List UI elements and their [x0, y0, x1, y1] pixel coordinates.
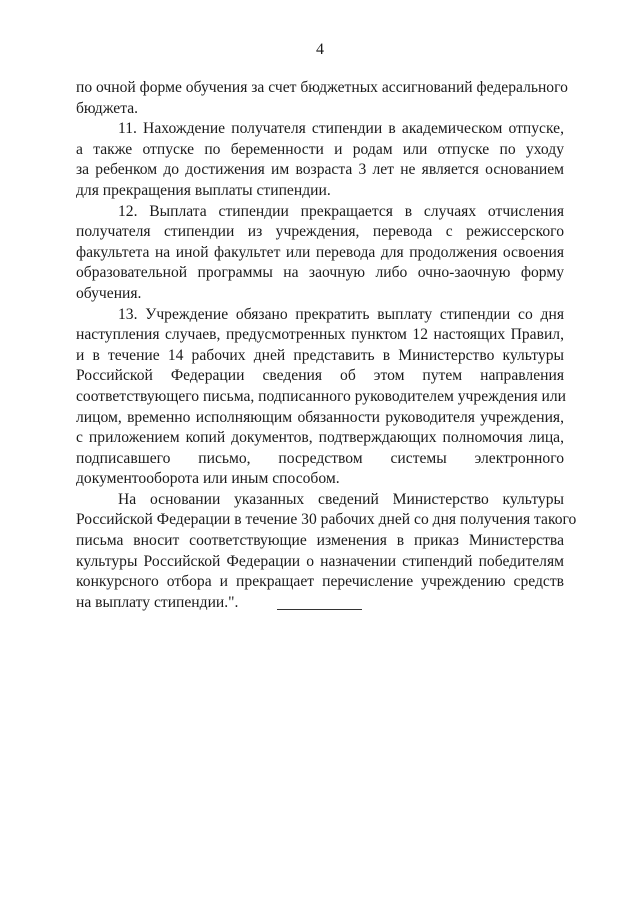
paragraph-continuation: [76, 78, 568, 119]
text-line: наступления случаев, предусмотренных пунктом 12 настоящих Правил,: [76, 326, 564, 344]
text-line: для прекращения выплаты стипендии.: [76, 181, 331, 199]
text-line: культуры Российской Федерации о назначении стипендий победителям: [76, 552, 564, 570]
text-line: Российской Федерации сведения об этом путем направления: [76, 367, 564, 385]
paragraph-item-12: [76, 202, 564, 305]
text-line: и в течение 14 рабочих дней представить в Министерство культуры: [76, 346, 564, 364]
end-separator-line: [277, 609, 362, 610]
page-number: 4: [316, 41, 324, 58]
text-line: 13. Учреждение обязано прекратить выплату стипендии со дня: [118, 305, 564, 323]
text-line: с приложением копий документов, подтверждающих полномочия лица,: [76, 429, 564, 447]
text-line: лицом, временно исполняющим обязанности руководителя учреждения,: [76, 408, 564, 426]
text-line: образовательной программы на заочную либо очно-заочную форму: [76, 264, 564, 282]
text-line: а также отпуске по беременности и родам или отпуске по уходу: [76, 140, 564, 158]
text-line: факультета на иной факультет или перевода для продолжения освоения: [76, 243, 564, 261]
text-line: 11. Нахождение получателя стипендии в академическом отпуске,: [118, 120, 564, 138]
text-line: подписавшего письмо, посредством системы электронного: [76, 449, 564, 467]
text-line: 12. Выплата стипендии прекращается в случаях отчисления: [118, 202, 564, 220]
paragraph-item-11: [76, 119, 564, 201]
text-line: получателя стипендии из учреждения, перевода с режиссерского: [76, 223, 564, 241]
text-line: конкурсного отбора и прекращает перечисление учреждению средств: [76, 573, 564, 591]
text-line: соответствующего письма, подписанного руководителем учреждения или: [76, 387, 566, 405]
paragraph-ministry-action: [76, 490, 577, 614]
text-line: обучения.: [76, 284, 142, 302]
text-line: по очной форме обучения за счет бюджетных ассигнований федерального: [76, 79, 568, 96]
text-line: на выплату стипендии.".: [76, 593, 239, 611]
text-line: Российской Федерации в течение 30 рабочих дней со дня получения такого: [76, 511, 577, 529]
text-line: документооборота или иным способом.: [76, 470, 340, 488]
text-line: за ребенком до достижения им возраста 3 лет не является основанием: [76, 161, 564, 179]
text-line: письма вносит соответствующие изменения в приказ Министерства: [76, 532, 564, 550]
text-line: бюджета.: [76, 99, 139, 117]
paragraph-item-13: [76, 305, 564, 490]
text-line: На основании указанных сведений Министерство культуры: [118, 490, 564, 508]
document-body: [76, 78, 577, 613]
